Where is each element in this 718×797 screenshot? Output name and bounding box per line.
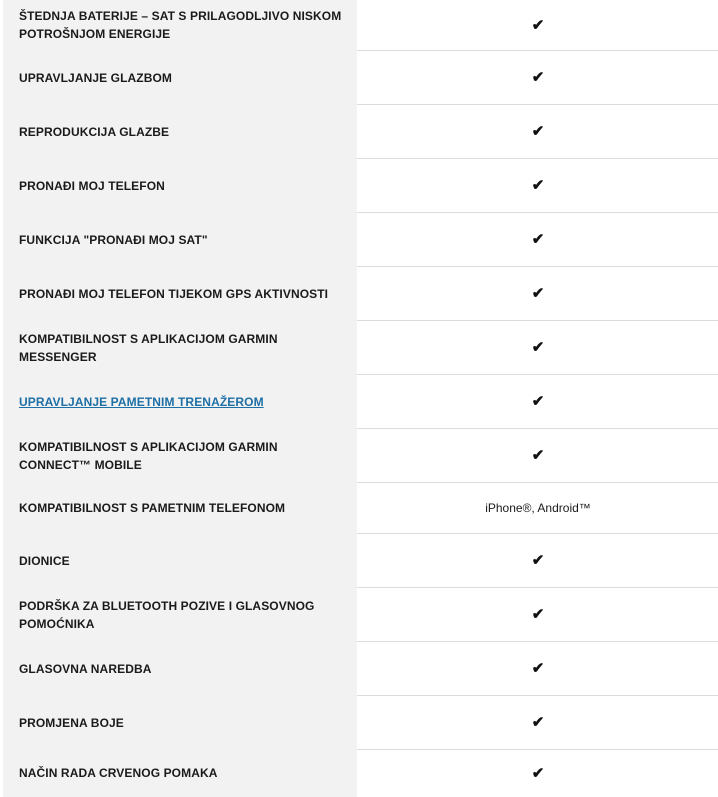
spec-label bbox=[2, 750, 357, 797]
spec-label bbox=[2, 534, 357, 588]
spec-row-smart-trainer bbox=[2, 375, 718, 429]
spec-value bbox=[357, 429, 718, 483]
spec-label-text: FUNKCIJA "PRONAĐI MOJ SAT" bbox=[19, 232, 208, 247]
spec-label-text: KOMPATIBILNOST S PAMETNIM TELEFONOM bbox=[19, 501, 286, 515]
spec-value bbox=[357, 642, 718, 696]
spec-label bbox=[2, 375, 357, 429]
spec-row-music-playback bbox=[2, 105, 718, 159]
spec-row-music-control bbox=[2, 51, 718, 105]
spec-label bbox=[2, 429, 357, 483]
checkmark-icon: ✔ bbox=[531, 285, 545, 302]
spec-row-color-change bbox=[2, 696, 718, 750]
spec-value bbox=[357, 375, 718, 429]
smartphone-compat-value: iPhone®, Android™ bbox=[485, 501, 591, 515]
spec-row-stocks bbox=[2, 534, 718, 588]
spec-label-text: PRONAĐI MOJ TELEFON TIJEKOM GPS AKTIVNOSTI bbox=[19, 286, 329, 301]
spec-label-text: NAČIN RADA CRVENOG POMAKA bbox=[19, 766, 218, 781]
checkmark-icon: ✔ bbox=[531, 339, 545, 356]
spec-label-text: REPRODUKCIJA GLAZBE bbox=[19, 124, 170, 139]
checkmark-icon: ✔ bbox=[531, 231, 545, 248]
checkmark-icon: ✔ bbox=[531, 765, 545, 782]
spec-row-smartphone-compat bbox=[2, 483, 718, 534]
spec-value bbox=[357, 0, 718, 51]
spec-row-red-shift bbox=[2, 750, 718, 797]
spec-row-find-phone-gps bbox=[2, 267, 718, 321]
spec-value bbox=[357, 51, 718, 105]
spec-label bbox=[2, 51, 357, 105]
spec-value bbox=[357, 321, 718, 375]
checkmark-icon: ✔ bbox=[531, 16, 545, 34]
spec-label-text: KOMPATIBILNOST S APLIKACIJOM GARMIN MESSENGER bbox=[19, 331, 278, 364]
spec-label bbox=[2, 213, 357, 267]
spec-value bbox=[357, 750, 718, 797]
spec-label-text: GLASOVNA NAREDBA bbox=[19, 661, 152, 676]
spec-value bbox=[357, 483, 718, 534]
spec-value bbox=[357, 159, 718, 213]
spec-row-find-my-watch bbox=[2, 213, 718, 267]
spec-label bbox=[2, 588, 357, 642]
spec-label bbox=[2, 321, 357, 375]
checkmark-icon: ✔ bbox=[531, 69, 545, 86]
checkmark-icon: ✔ bbox=[531, 447, 545, 464]
spec-row-garmin-connect bbox=[2, 429, 718, 483]
spec-label-text: ŠTEDNJA BATERIJE – SAT S PRILAGODLJIVO NISKOM POTROŠNJOM ENERGIJE bbox=[19, 9, 342, 42]
spec-label-text: PROMJENA BOJE bbox=[19, 715, 124, 730]
spec-value bbox=[357, 213, 718, 267]
checkmark-icon: ✔ bbox=[531, 552, 545, 569]
spec-label bbox=[2, 483, 357, 534]
spec-label bbox=[2, 105, 357, 159]
checkmark-icon: ✔ bbox=[531, 660, 545, 677]
spec-label-text: PRONAĐI MOJ TELEFON bbox=[19, 178, 165, 193]
spec-label-text: PODRŠKA ZA BLUETOOTH POZIVE I GLASOVNOG POMOĆNIKA bbox=[19, 598, 315, 631]
spec-value bbox=[357, 588, 718, 642]
spec-label bbox=[2, 0, 357, 51]
spec-row-voice-command bbox=[2, 642, 718, 696]
spec-row-battery-saver bbox=[2, 0, 718, 51]
spec-value bbox=[357, 267, 718, 321]
checkmark-icon: ✔ bbox=[531, 714, 545, 731]
spec-row-garmin-messenger bbox=[2, 321, 718, 375]
spec-row-bluetooth-calls bbox=[2, 588, 718, 642]
spec-label bbox=[2, 159, 357, 213]
checkmark-icon: ✔ bbox=[531, 393, 545, 410]
checkmark-icon: ✔ bbox=[531, 177, 545, 194]
spec-table-body bbox=[2, 0, 718, 797]
spec-label bbox=[2, 642, 357, 696]
spec-value bbox=[357, 105, 718, 159]
smart-trainer-link[interactable]: UPRAVLJANJE PAMETNIM TRENAŽEROM bbox=[19, 394, 264, 409]
spec-value bbox=[357, 534, 718, 588]
spec-label-text: DIONICE bbox=[19, 553, 70, 568]
spec-label-text: UPRAVLJANJE GLAZBOM bbox=[19, 70, 173, 85]
checkmark-icon: ✔ bbox=[531, 123, 545, 140]
spec-label bbox=[2, 696, 357, 750]
spec-label bbox=[2, 267, 357, 321]
spec-label-text: KOMPATIBILNOST S APLIKACIJOM GARMIN CONNECT™ MOBILE bbox=[19, 439, 278, 472]
spec-value bbox=[357, 696, 718, 750]
spec-row-find-my-phone bbox=[2, 159, 718, 213]
checkmark-icon: ✔ bbox=[531, 606, 545, 623]
